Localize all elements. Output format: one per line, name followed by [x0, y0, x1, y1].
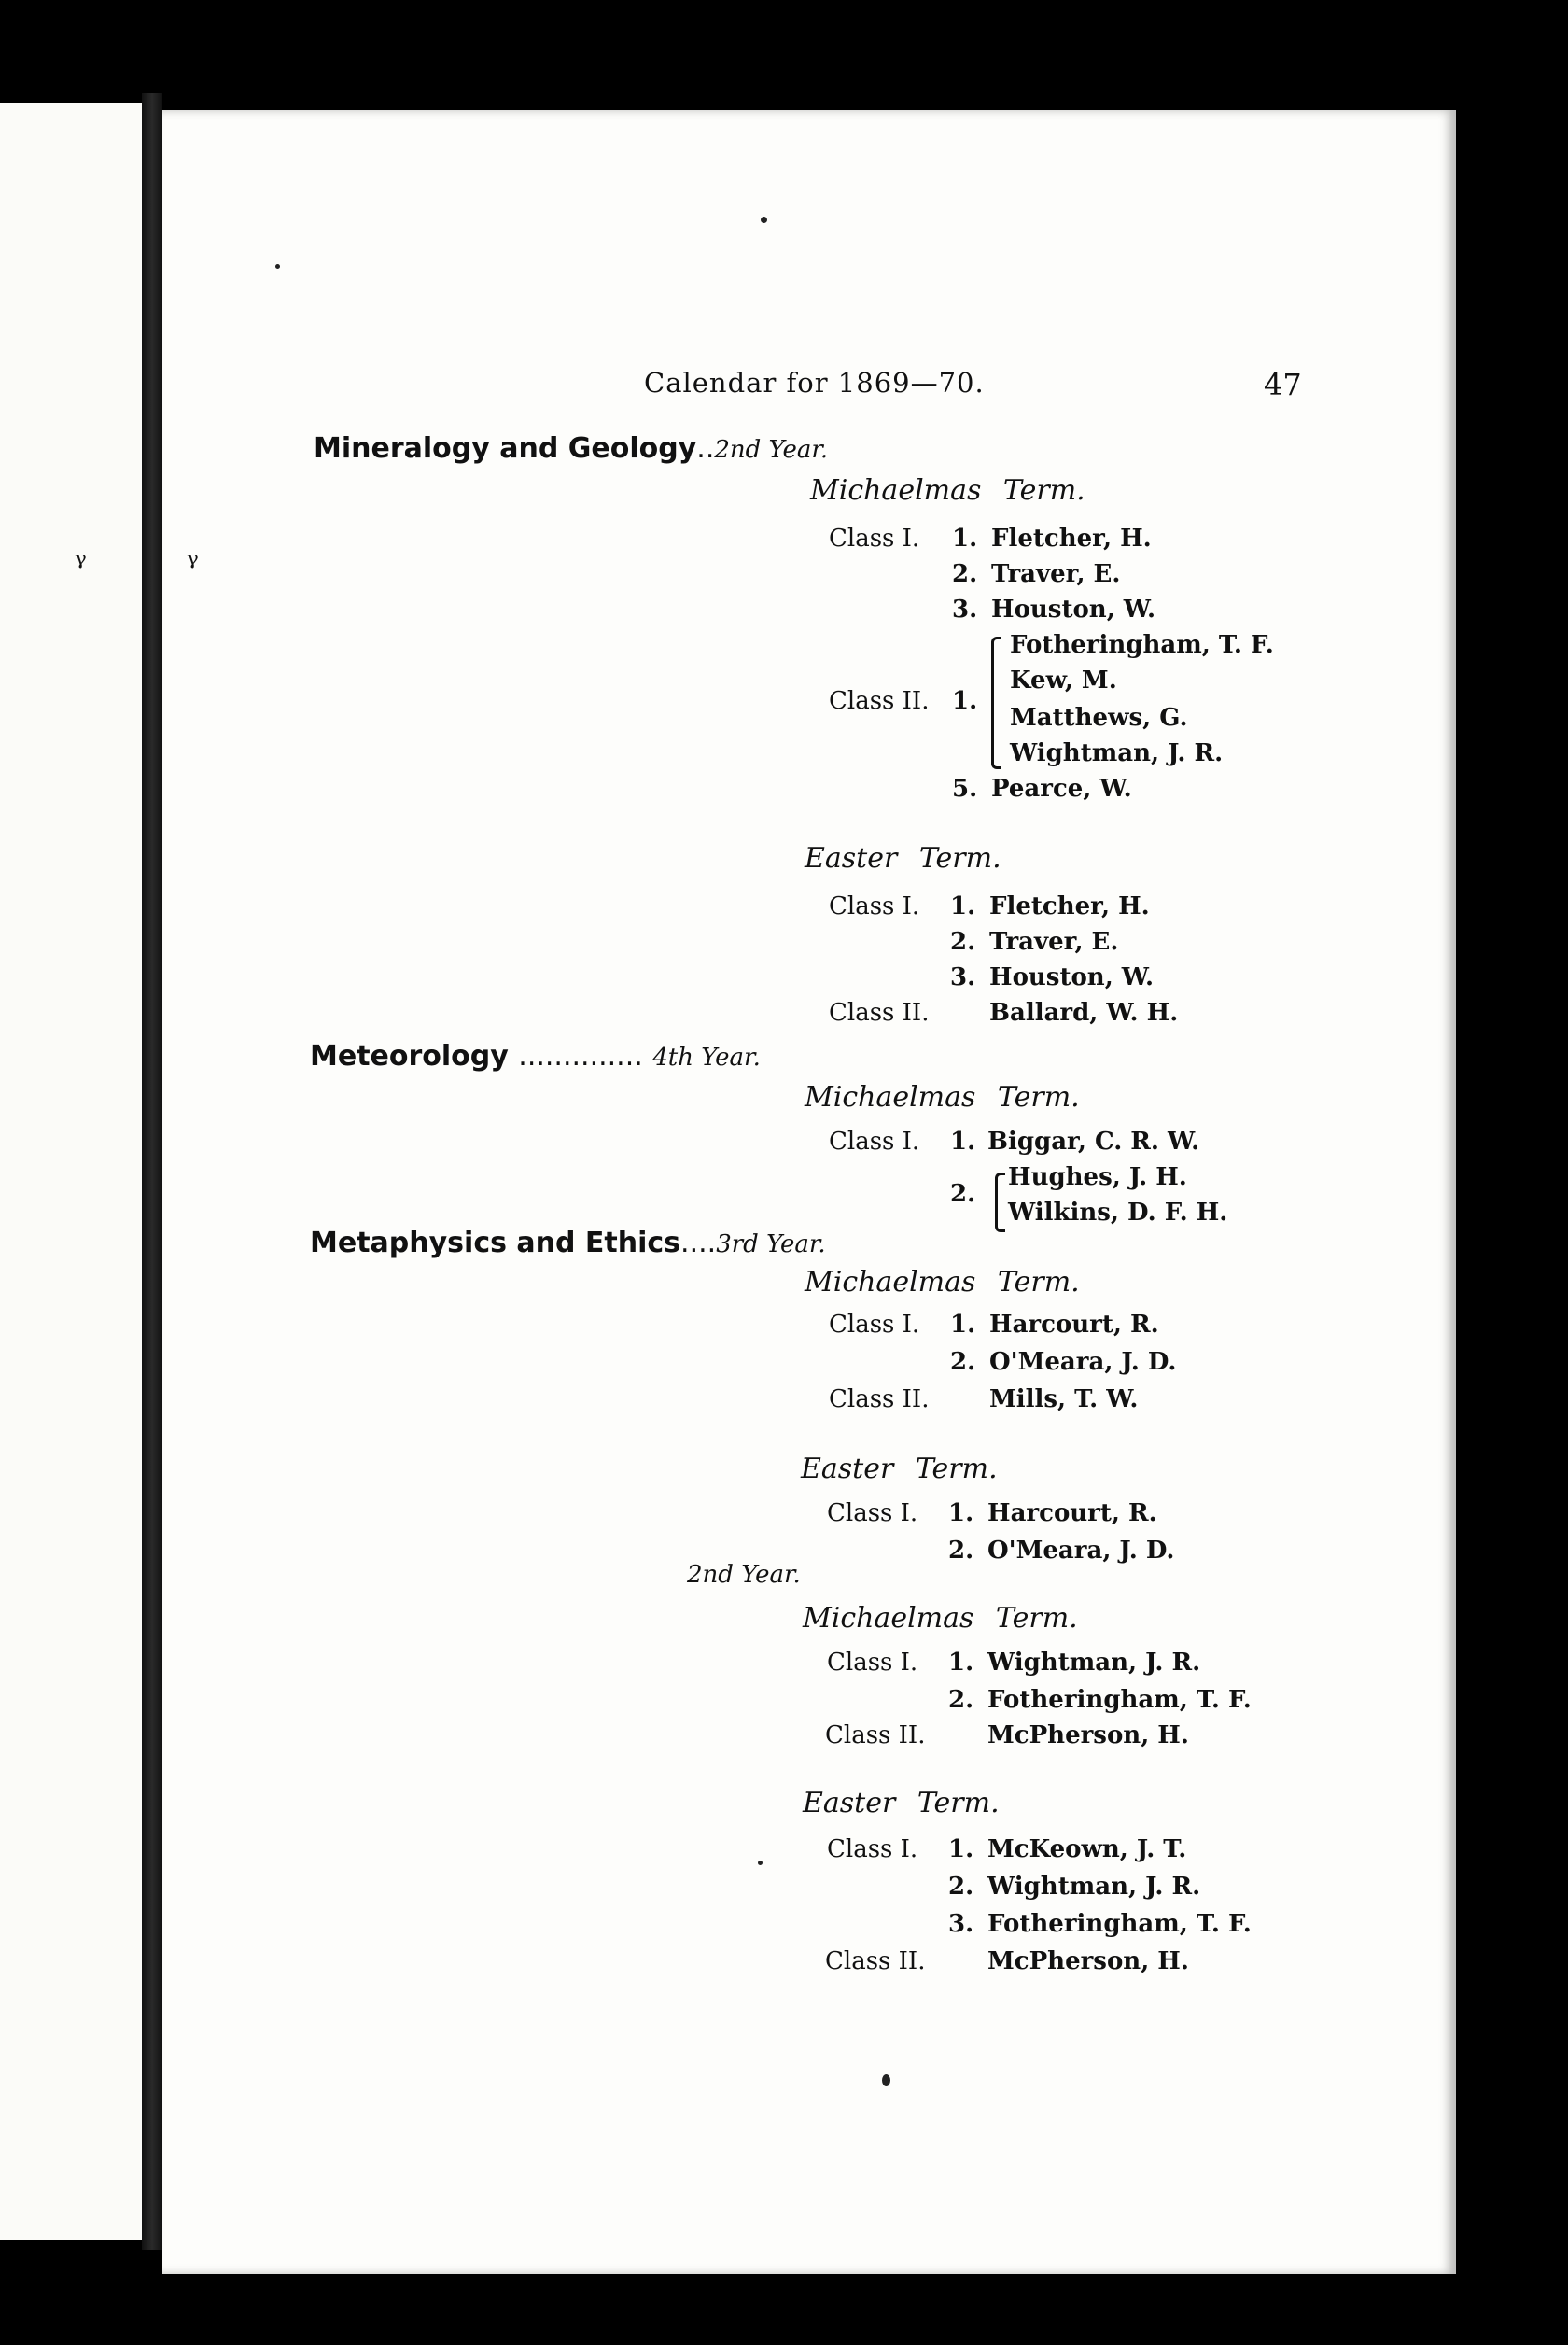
student-name: McPherson, H. [987, 1947, 1189, 1975]
subject-heading [310, 1040, 761, 1073]
student-name: O'Meara, J. D. [987, 1537, 1175, 1565]
rank: 2. [948, 1537, 974, 1565]
class-label: Class II. [825, 1721, 926, 1749]
rank: 1. [950, 1311, 976, 1339]
class-row [829, 687, 929, 715]
student-name: Mills, T. W. [989, 1385, 1139, 1413]
student-name: Hughes, J. H. [1008, 1163, 1187, 1191]
ink-speck [275, 264, 280, 269]
page-number: 47 [1264, 367, 1302, 402]
bracket [995, 1172, 1005, 1232]
rank: 1. [948, 1499, 974, 1527]
ink-speck [882, 2074, 890, 2086]
class-label: Class II. [829, 999, 930, 1027]
class-row [829, 999, 929, 1027]
class-row [829, 892, 919, 920]
student-name: Wightman, J. R. [987, 1649, 1201, 1677]
rank: 3. [950, 963, 976, 991]
rank: 1. [948, 1649, 974, 1677]
dot-leader: .. [696, 432, 715, 465]
student-name: Ballard, W. H. [989, 999, 1179, 1027]
left-page-edge [0, 103, 142, 2240]
dot-leader: .... [680, 1227, 717, 1259]
student-name: Houston, W. [989, 963, 1155, 991]
class-row [825, 1947, 925, 1975]
dot-leader: .............. [518, 1040, 643, 1073]
subject-heading [310, 1227, 826, 1259]
bracket [991, 637, 1001, 769]
subject-title: Meteorology [310, 1040, 509, 1073]
class-row [825, 1721, 925, 1749]
student-name: Fotheringham, T. F. [987, 1686, 1252, 1714]
class-row [829, 525, 919, 553]
student-name: Fotheringham, T. F. [987, 1910, 1252, 1938]
student-name: Wightman, J. R. [1010, 739, 1224, 767]
ink-speck [758, 1861, 763, 1865]
rank: 1. [952, 525, 978, 553]
margin-mark: ᵞ [187, 546, 199, 583]
class-row [827, 1649, 917, 1677]
rank: 2. [950, 1348, 976, 1376]
student-name: Traver, E. [991, 560, 1121, 588]
student-name: Fotheringham, T. F. [1010, 631, 1274, 659]
class-label: Class II. [825, 1947, 926, 1975]
class-row [829, 1385, 929, 1413]
term-heading: Michaelmas Term. [810, 474, 1085, 507]
student-name: Pearce, W. [991, 775, 1132, 803]
student-name: Houston, W. [991, 596, 1156, 624]
student-name: McKeown, J. T. [987, 1835, 1187, 1863]
student-name: Wightman, J. R. [987, 1873, 1201, 1901]
class-row [827, 1835, 917, 1863]
class-row [827, 1499, 917, 1527]
rank: 2. [950, 928, 976, 956]
class-label: Class II. [829, 1385, 930, 1413]
rank: 1. [948, 1835, 974, 1863]
student-name: Wilkins, D. F. H. [1008, 1199, 1228, 1227]
subject-title: Mineralogy and Geology [314, 432, 697, 465]
rank: 1. [950, 892, 976, 920]
student-name: Matthews, G. [1010, 704, 1188, 732]
term-heading: Michaelmas Term. [805, 1266, 1080, 1299]
margin-mark: ᵞ [75, 546, 87, 583]
student-name: O'Meara, J. D. [989, 1348, 1177, 1376]
rank: 2. [948, 1686, 974, 1714]
rank: 1. [950, 1128, 976, 1156]
term-heading: Easter Term. [803, 1787, 1000, 1819]
rank: 3. [948, 1910, 974, 1938]
year-label: 2nd Year. [714, 436, 829, 464]
term-heading: Easter Term. [801, 1453, 998, 1485]
class-label: Class I. [827, 1499, 918, 1527]
class-label: Class I. [829, 892, 920, 920]
class-row [829, 1311, 919, 1339]
year-label: 2nd Year. [687, 1561, 801, 1589]
student-name: Traver, E. [989, 928, 1119, 956]
student-name: Biggar, C. R. W. [987, 1128, 1200, 1156]
rank: 2. [952, 560, 978, 588]
ink-speck [761, 217, 767, 223]
rank: 5. [952, 775, 978, 803]
year-label: 3rd Year. [716, 1230, 826, 1258]
class-row [829, 1128, 919, 1156]
term-heading: Michaelmas Term. [803, 1602, 1078, 1635]
class-label: Class I. [829, 525, 920, 553]
class-label: Class I. [829, 1311, 920, 1339]
year-label: 4th Year. [652, 1044, 761, 1072]
term-heading: Michaelmas Term. [805, 1081, 1080, 1114]
class-label: Class II. [829, 687, 930, 715]
student-name: Fletcher, H. [991, 525, 1152, 553]
student-name: Kew, M. [1010, 667, 1117, 695]
rank: 2. [950, 1180, 976, 1208]
student-name: Fletcher, H. [989, 892, 1150, 920]
class-label: Class I. [829, 1128, 920, 1156]
running-title: Calendar for 1869—70. [644, 367, 985, 399]
rank: 2. [948, 1873, 974, 1901]
subject-heading [314, 432, 828, 465]
student-name: Harcourt, R. [987, 1499, 1157, 1527]
rank: 1. [952, 687, 978, 715]
rank: 3. [952, 596, 978, 624]
book-gutter [142, 93, 162, 2250]
class-label: Class I. [827, 1835, 918, 1863]
subject-title: Metaphysics and Ethics [310, 1227, 681, 1259]
student-name: McPherson, H. [987, 1721, 1189, 1749]
term-heading: Easter Term. [805, 842, 1001, 875]
class-label: Class I. [827, 1649, 918, 1677]
student-name: Harcourt, R. [989, 1311, 1159, 1339]
